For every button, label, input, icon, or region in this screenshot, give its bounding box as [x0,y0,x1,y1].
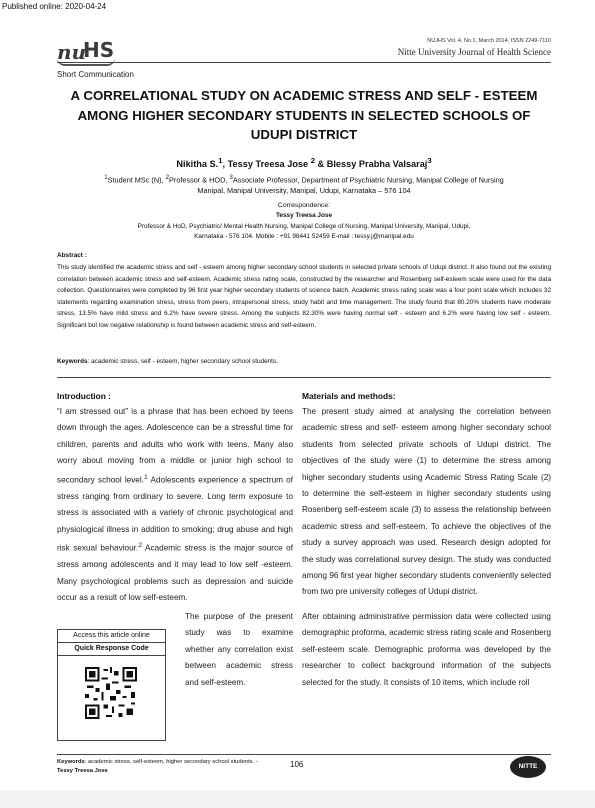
author-1: Nikitha S. [176,159,219,170]
viewer-bottom-bar [0,790,595,808]
footer-author: Tessy Treesa Jose [57,768,108,774]
correspondence-address-line1: Professor & HoD, Psychiatric/ Mental Health Nursing, Manipal College of Nursing, Manipal University, Manipal, Udupi, [137,223,471,230]
introduction-paragraph [57,404,293,606]
footer-rule [57,754,551,755]
intro-p1b: Adolescents experience a spectrum of stress ranging from ordinary to severe. Long term exposure to stress is associated with a variety of chronic psychological and physiological illness in addition to smoking; drug abuse and high risk sexual behaviour. [57,475,293,553]
author-2-sup: 2 [310,156,315,165]
section-rule [57,377,551,378]
footer-keywords-label: Keywords [57,759,85,765]
page-number: 106 [290,760,304,769]
intro-p1: “I am stressed out” is a phrase that has been echoed by teens down through the ages. Adolescence can be a stressful time for children, parents and adults who work with teens. Many also worry about moving from a middle or junior high school to secondary school level. [57,407,293,485]
methods-heading: Materials and methods: [302,391,396,401]
logo-text-left: nu [57,40,87,64]
qr-code-label: Quick Response Code [58,643,165,656]
intro-p1c: Academic stress is the major source of stress among adolescents and it may lead to low self -esteem. Many psychological problems such as depression and suicide occur as a result of low self-esteem. [57,543,293,602]
affil-text-3: Associate Professor, Department of Psychiatric Nursing, Manipal College of Nursing Manipal, Manipal University, Manipal, Udupi, Karnataka – 576 104 [197,175,504,196]
abstract-heading: Abstract : [57,252,87,259]
keywords [57,358,278,365]
header-rule [57,62,551,63]
author-list [57,156,551,169]
intro-ref-1: 1 [143,473,148,481]
access-article-box [57,629,166,741]
journal-meta: NUJHS Vol. 4, No.1, March 2014, ISSN 2249-7110 [427,38,551,44]
logo-text-right: HS [83,38,115,62]
correspondence-address [76,222,532,242]
abstract-text: This study identified the academic stress and self - esteem among higher secondary school students in selected private schools of Udupi district. It also found out the existing correlation between academic stress and self-esteem. Academic stress rating scale, constructed by the researcher and Rosenberg self-esteem scale were used for the data collection. Questionnaires were completed by 96 first year higher secondary students of science batch. Academic stress rating scale was a four point scale which includes 32 statements regarding examination stress, stress from peers, intrapersonal stress, study habit and time management. The study found that 80.20% students have moderate stress, 13.5% have mild stress and 6.2% have severe stress. Among the subjects 82.30% were having normal self - esteem and 6.2% were having low self - esteem. Significant but low negative relationship is found between academic stress and self-esteem. [57,264,551,329]
introduction-heading: Introduction : [57,391,111,401]
keywords-label: Keywords [57,358,88,365]
intro-ref-2: 2 [138,541,142,549]
affil-text-1: Student MSc (N), [107,175,166,185]
author-3-sup: 3 [427,156,432,165]
affil-sup-2: 2 [165,174,170,181]
qr-code[interactable] [85,667,137,719]
methods-paragraph-1: The present study aimed at analysing the correlation between academic stress and self- esteem among higher secondary school students from selected private schools of Udupi district. The objectives of the study were (1) to determine the stress among higher secondary students using Academic Stress Rating Scale (2) to determine the self-esteem in higher secondary students using Rosenberg self-esteem scale (3) to assess the relationship between academic stress and self-esteem. To achieve the objectives of the study a survey approach was used. Research design adopted for the study was correlational survey design. The study was conducted among 96 first year higher secondary students conveniently selected from two pre university colleges of Udupi district. [302,407,551,597]
footer-keywords [57,758,267,776]
affiliations [96,172,512,196]
affil-sup-3: 3 [229,174,233,181]
methods-paragraph-2: After obtaining administrative permission data were collected using demographic proforma, academic stress rating scale and Rosenberg self-esteem scale. Demographic proforma was developed by the researcher to collect background information of the subjects selected for the study. It consists of 10 items, which include roll [302,611,551,687]
article-title: A CORRELATIONAL STUDY ON ACADEMIC STRESS AND SELF - ESTEEM AMONG HIGHER SECONDARY STUDENTS IN SELECTED SCHOOLS OF UDUPI DISTRICT [70,88,538,142]
author-3: & Blessy Prabha Valsaraj [317,159,428,170]
correspondence-name: Tessy Treesa Jose [275,212,333,219]
methods-body [302,404,551,691]
author-1-sup: 1 [218,156,223,165]
introduction-body [57,404,293,606]
published-date: Published online: 2020-04-24 [2,2,107,11]
correspondence-address-line2: Karnataka - 576 104. Mobile : +91 98441 52459 E-mail : tessy.j@manipal.edu [194,233,414,240]
footer-keywords-text: : academic stress, self-esteem, higher secondary school students. - [84,759,258,765]
affil-sup-1: 1 [104,174,108,181]
journal-logo [57,38,117,64]
access-online-label: Access this article online [58,630,165,643]
journal-name: Nitte University Journal of Health Science [397,47,551,57]
author-2: , Tessy Treesa Jose [222,159,309,170]
publisher-logo: NITTE [510,756,546,778]
introduction-tail: The purpose of the present study was to examine whether any correlation exist between academic stress and self-esteem. [185,612,293,687]
correspondence-heading: Correspondence: [277,202,331,209]
affil-text-2: Professor & HOD, [169,175,230,185]
section-type: Short Communication [57,70,134,79]
keywords-text: : academic stress, self - esteem, higher secondary school students. [87,358,278,365]
